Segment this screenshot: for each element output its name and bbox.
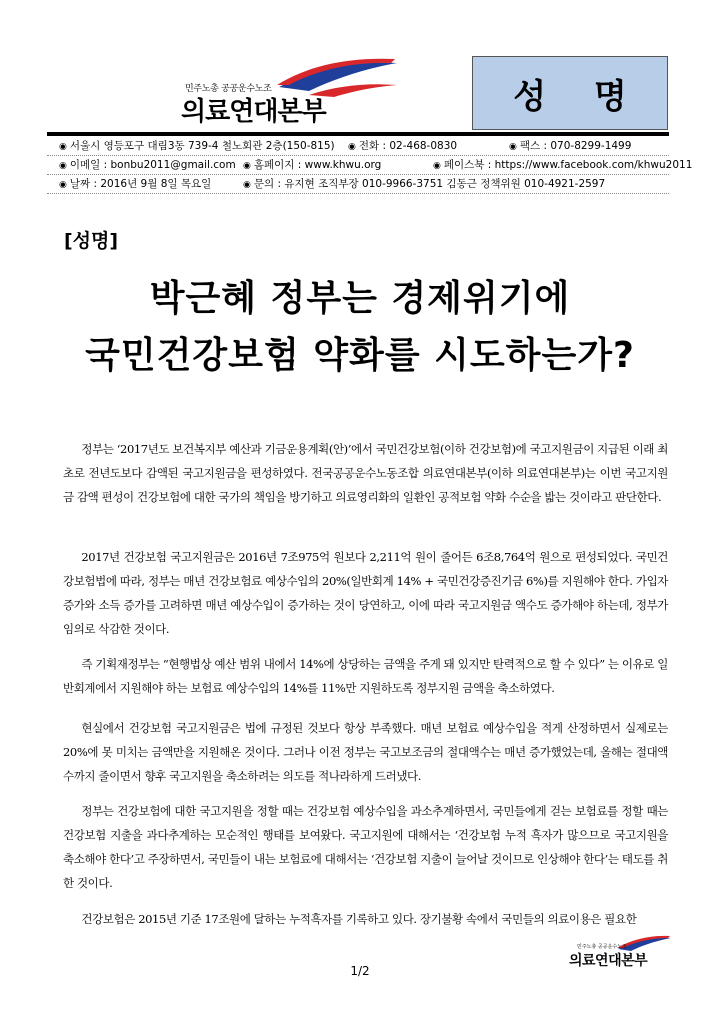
address: ◉ 서울시 영등포구 대림3동 739-4 철노회관 2층(150-815) (59, 140, 335, 152)
paragraph-4: 현실에서 건강보험 국고지원금은 법에 규정된 것보다 항상 부족했다. 매년 보험료 예상수입을 적게 산정하면서 실제로는 20%에 못 미치는 금액만을 지원해온 것이다. 그러나 이전 정부는 국고보조금의 절대액수는 매년 증가했었는데, 올해는 절대액수까지 줄이면서 향후 국고지원을 축소하려는 의도를 적나라하게 드러냈다. (63, 721, 668, 783)
facebook[interactable]: ◉ 페이스북 : https://www.facebook.com/khwu2011 (433, 159, 693, 171)
paragraph-2: 2017년 건강보험 국고지원금은 2016년 7조975억 원보다 2,211억 원이 줄어든 6조8,764억 원으로 편성되었다. 국민건강보험법에 따라, 정부는 매년 건강보험료 예상수입의 20%(일반회계 14% + 국민건강증진기금 6%)를 지원해야 한다. 가입자 증가와 소득 증가를 고려하면 매년 예상수입이 증가하는 것이 당연하고, 이에 따라 국고지원금 액수도 증가해야 하는데, 정부가 임의로 삭감한 것이다. (63, 550, 668, 636)
contact: ◉ 문의 : 유지현 조직부장 010-9966-3751 김동근 정책위원 010-4921-2597 (243, 178, 606, 190)
logo-subtitle: 민주노총 공공운수노조 (185, 84, 272, 94)
headline-line-2: 국민건강보험 약화를 시도하는가? (85, 335, 635, 376)
bullet-icon: ◉ (59, 142, 67, 152)
document-type: 성 명 (513, 76, 645, 117)
bullet-icon: ◉ (348, 142, 356, 152)
fax: ◉ 팩스 : 070-8299-1499 (509, 140, 632, 152)
headline-line-1: 박근혜 정부는 경제위기에 (149, 278, 571, 319)
header-divider (47, 132, 669, 136)
bullet-icon: ◉ (243, 161, 251, 171)
letterhead (47, 55, 669, 133)
page-number: 1/2 (350, 964, 370, 978)
homepage[interactable]: ◉ 홈페이지 : www.khwu.org (243, 159, 382, 171)
footer-logo-title: 의료연대본부 (569, 953, 648, 969)
logo-title: 의료연대본부 (181, 97, 326, 127)
footer-logo-subtitle: 민주노총 공공운수노조 (577, 944, 627, 950)
info-row-2 (47, 156, 693, 175)
contact-info (47, 137, 693, 194)
info-row-1 (47, 137, 669, 156)
info-row-3 (47, 175, 669, 194)
paragraph-5: 정부는 건강보험에 대한 국고지원을 정할 때는 건강보험 예상수입을 과소추계하면서, 국민들에게 걷는 보험료를 정할 때는 건강보험 지출을 과다추계하는 모순적인 행태를 보여왔다. 국고지원에 대해서는 ‘건강보험 누적 흑자가 많으므로 국고지원을 축소해야 한다’고 주장하면서, 국민들이 내는 보험료에 대해서는 ‘건강보험 지출이 늘어날 것이므로 인상해야 한다’는 태도를 취한 것이다. (63, 804, 668, 890)
document-type-box (472, 56, 668, 130)
statement-tag: [성명] (64, 230, 119, 252)
phone: ◉ 전화 : 02-468-0830 (348, 140, 458, 152)
bullet-icon: ◉ (59, 180, 67, 190)
union-logo (159, 57, 399, 129)
paragraph-6: 건강보험은 2015년 기준 17조원에 달하는 누적흑자를 기록하고 있다. 장기불황 속에서 국민들의 의료이용은 필요한 (81, 912, 637, 926)
bullet-icon: ◉ (59, 161, 67, 171)
date: ◉ 날짜 : 2016년 9월 8일 목요일 (59, 178, 212, 190)
bullet-icon: ◉ (509, 142, 517, 152)
bullet-icon: ◉ (433, 161, 441, 171)
paragraph-1: 정부는 ‘2017년도 보건복지부 예산과 기금운용계획(안)’에서 국민건강보험(이하 건강보험)에 국고지원금이 지급된 이래 최초로 전년도보다 감액된 국고지원금을 편성하였다. 전국공공운수노동조합 의료연대본부(이하 의료연대본부)는 이번 국고지원금 감액 편성이 건강보험에 대한 국가의 책임을 방기하고 의료영리화의 일환인 공적보험 약화 수순을 밟는 것이라고 판단한다. (63, 442, 668, 504)
bullet-icon: ◉ (243, 180, 251, 190)
email[interactable]: ◉ 이메일 : bonbu2011@gmail.com (59, 159, 236, 171)
paragraph-3: 즉 기획재정부는 “현행법상 예산 범위 내에서 14%에 상당하는 금액을 주게 돼 있지만 탄력적으로 할 수 있다” 는 이유로 일반회계에서 지원해야 하는 보험료 예상수입의 14%를 11%만 지원하도록 정부지원 금액을 축소하였다. (63, 657, 668, 695)
